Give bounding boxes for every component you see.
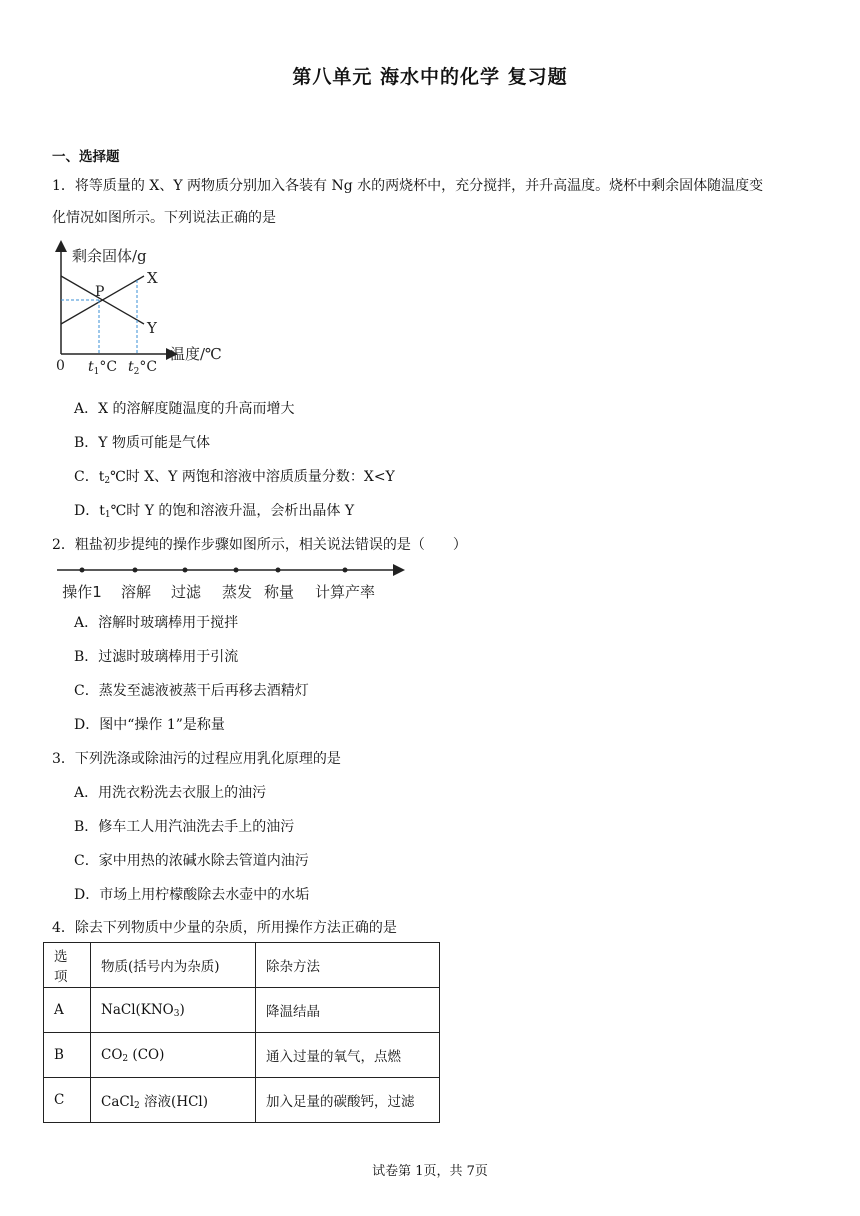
table-header-row [44, 943, 440, 988]
impurity-table [43, 942, 440, 1123]
table-row [44, 1078, 440, 1123]
flow-dot [343, 568, 348, 573]
table-row [44, 988, 440, 1033]
table-row [44, 1033, 440, 1078]
flow-dot [276, 568, 281, 573]
flow-step: 计算产率 [314, 583, 376, 601]
q3-option-a: A．用洗衣粉洗去衣服上的油污 [74, 785, 267, 801]
table-cell-method: 加入足量的碳酸钙，过滤 [256, 1078, 440, 1123]
flow-dot [133, 568, 138, 573]
graph-ylabel: 剩余固体/g [72, 247, 147, 265]
table-header-cell: 除杂方法 [256, 943, 440, 988]
table-cell-method: 通入过量的氧气，点燃 [256, 1033, 440, 1078]
flow-dot [234, 568, 239, 573]
section-heading: 一、选择题 [52, 149, 120, 165]
graph-xlabel: 温度/℃ [170, 345, 222, 363]
graph-label-y: Y [147, 319, 157, 337]
table-header-cell: 物质(括号内为杂质) [91, 943, 256, 988]
flow-dot [80, 568, 85, 573]
graph-tick-t2: $t_2^\circ C$ [128, 359, 158, 377]
q2-option-a: A．溶解时玻璃棒用于搅拌 [74, 615, 239, 631]
graph-label-p: P [95, 284, 105, 300]
flow-step: 操作1 [62, 583, 102, 601]
q3-option-b: B．修车工人用汽油洗去手上的油污 [74, 819, 295, 835]
graph-origin: 0 [56, 358, 65, 374]
page-title: 第八单元 海水中的化学 复习题 [292, 66, 568, 88]
table-header-cell: 选项 [44, 943, 91, 988]
q3-option-c: C．家中用热的浓碱水除去管道内油污 [74, 853, 309, 869]
flow-step: 称量 [263, 583, 295, 601]
table-cell-method: 降温结晶 [256, 988, 440, 1033]
process-flow [55, 560, 415, 608]
q3-option-d: D．市场上用柠檬酸除去水壶中的水垢 [74, 887, 310, 903]
flow-step: 蒸发 [221, 583, 253, 601]
q1-option-b: B．Y 物质可能是气体 [74, 435, 210, 451]
q1-stem-line2: 化情况如图所示。下列说法正确的是 [52, 210, 276, 226]
q2-option-d: D．图中“操作 1”是称量 [74, 717, 225, 733]
table-cell-option: C [44, 1078, 91, 1123]
q1-option-a: A．X 的溶解度随温度的升高而增大 [74, 401, 295, 417]
table-cell-substance: $NaCl(KNO_3)$ [91, 988, 256, 1033]
page-footer: 试卷第 1页，共 7页 [372, 1164, 488, 1179]
q2-option-b: B．过滤时玻璃棒用于引流 [74, 649, 239, 665]
table-cell-option: A [44, 988, 91, 1033]
solubility-graph [40, 238, 240, 380]
graph-tick-t1: $t_1^\circ C$ [88, 359, 118, 377]
graph-label-x: X [147, 269, 158, 287]
table-cell-substance: $CO_2$ (CO) [91, 1033, 256, 1078]
flow-dot [183, 568, 188, 573]
q1-option-c: C．$t_2℃$时 X、Y 两饱和溶液中溶质质量分数：X<Y [74, 469, 395, 486]
q1-stem-line1: 1．将等质量的 X、Y 两物质分别加入各装有 Ng 水的两烧杯中，充分搅拌，并升高温度。烧杯中剩余固体随温度变 [52, 178, 764, 194]
table-cell-option: B [44, 1033, 91, 1078]
q2-option-c: C．蒸发至滤液被蒸干后再移去酒精灯 [74, 683, 309, 699]
table-cell-substance: CaCl$_2$ 溶液(HCl) [91, 1078, 256, 1123]
q1-option-d: D．$t_1℃$时 Y 的饱和溶液升温，会析出晶体 Y [74, 503, 355, 520]
q4-stem: 4．除去下列物质中少量的杂质，所用操作方法正确的是 [52, 920, 397, 936]
flow-step: 溶解 [120, 583, 152, 601]
flow-step: 过滤 [170, 583, 202, 601]
q2-stem: 2．粗盐初步提纯的操作步骤如图所示，相关说法错误的是（ ） [52, 537, 467, 553]
q3-stem: 3．下列洗涤或除油污的过程应用乳化原理的是 [52, 751, 341, 767]
